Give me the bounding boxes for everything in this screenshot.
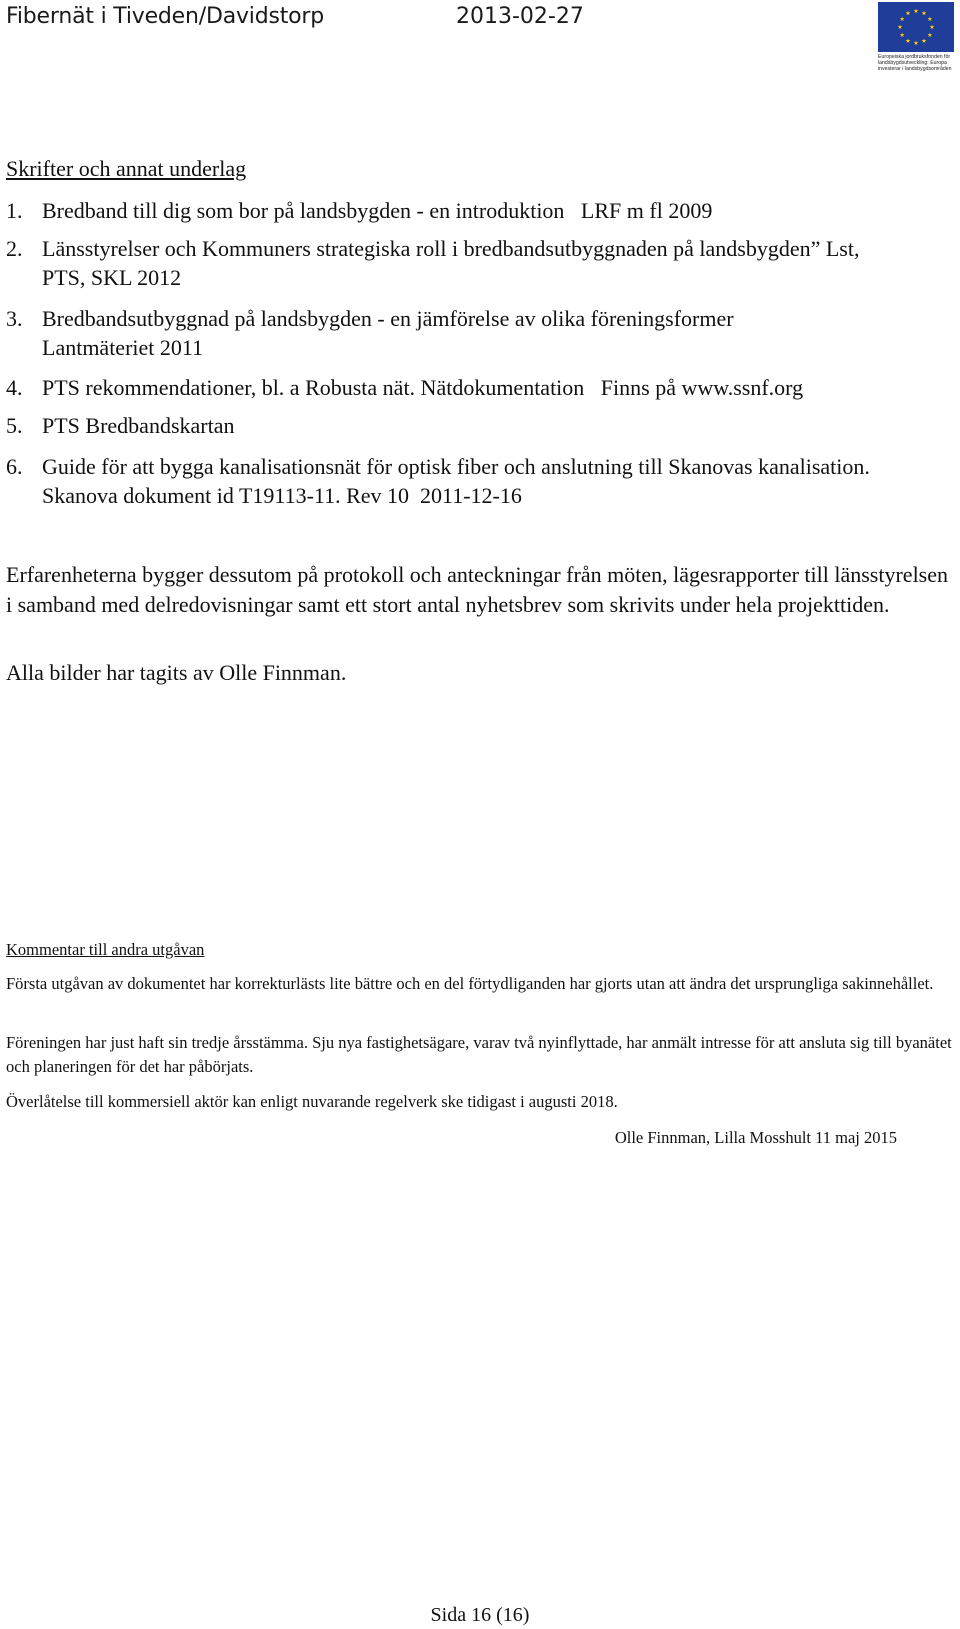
reference-item (6, 452, 956, 510)
comment-paragraph: Första utgåvan av dokumentet har korrekturlästs lite bättre och en del förtydliganden har gjorts utan att ändra det ursprungliga sakinnehållet. (6, 974, 934, 993)
body-paragraph: Alla bilder har tagits av Olle Finnman. (6, 660, 347, 685)
reference-text: PTS rekommendationer, bl. a Robusta nät. Nätdokumentation Finns på www.ssnf.org (42, 375, 804, 400)
eu-flag-icon (878, 2, 954, 52)
comment-heading: Kommentar till andra utgåvan (6, 940, 205, 959)
reference-text: Bredbandsutbyggnad på landsbygden - en jämförelse av olika föreningsformer Lantmäteriet 2011 (42, 306, 734, 360)
comment-paragraph: Föreningen har just haft sin tredje årsstämma. Sju nya fastighetsägare, varav två nyinflyttade, har anmält intresse för att ansluta sig till byanätet och planeringen för det har påbörjats. (6, 1033, 952, 1076)
reference-number: 2. (6, 236, 23, 261)
header-title: Fibernät i Tiveden/Davidstorp (6, 4, 325, 29)
logo-caption (878, 54, 954, 72)
references-heading: Skrifter och annat underlag (6, 156, 247, 181)
reference-item (6, 304, 956, 362)
signature: Olle Finnman, Lilla Mosshult 11 maj 2015 (614, 1128, 897, 1147)
reference-number: 6. (6, 454, 23, 479)
reference-text: Länsstyrelser och Kommuners strategiska roll i bredbandsutbyggnaden på landsbygden” Lst, PTS, SKL 2012 (42, 236, 860, 290)
reference-number: 3. (6, 306, 23, 331)
comment-paragraph: Överlåtelse till kommersiell aktör kan enligt nuvarande regelverk ske tidigast i augusti 2018. (6, 1092, 618, 1111)
reference-item (6, 373, 956, 402)
page-number: Sida 16 (16) (430, 1604, 530, 1626)
reference-item (6, 411, 956, 440)
reference-item (6, 234, 956, 292)
reference-text: Bredband till dig som bor på landsbygden - en introduktion LRF m fl 2009 (42, 198, 713, 223)
logo-caption-line: Europeiska jordbruksfonden för (878, 54, 951, 60)
reference-text: PTS Bredbandskartan (42, 413, 235, 438)
reference-number: 5. (6, 413, 23, 438)
logo-caption-line: landsbygdsutveckling: Europa (878, 60, 947, 66)
logo-caption-line: investerar i landsbygdsområden (878, 66, 952, 72)
reference-number: 4. (6, 375, 23, 400)
header-date: 2013-02-27 (456, 4, 584, 29)
reference-text: Guide för att bygga kanalisationsnät för optisk fiber och anslutning till Skanovas kanalisation. Skanova dokument id T19113-11. Rev 10 2011-12-16 (42, 454, 876, 508)
reference-number: 1. (6, 198, 23, 223)
eu-logo (878, 2, 954, 76)
body-paragraph: Erfarenheterna bygger dessutom på protokoll och anteckningar från möten, lägesrapporter till länsstyrelsen i samband med delredovisningar samt ett stort antal nyhetsbrev som skrivits under hela projekttiden. (6, 562, 949, 617)
reference-item (6, 196, 956, 225)
